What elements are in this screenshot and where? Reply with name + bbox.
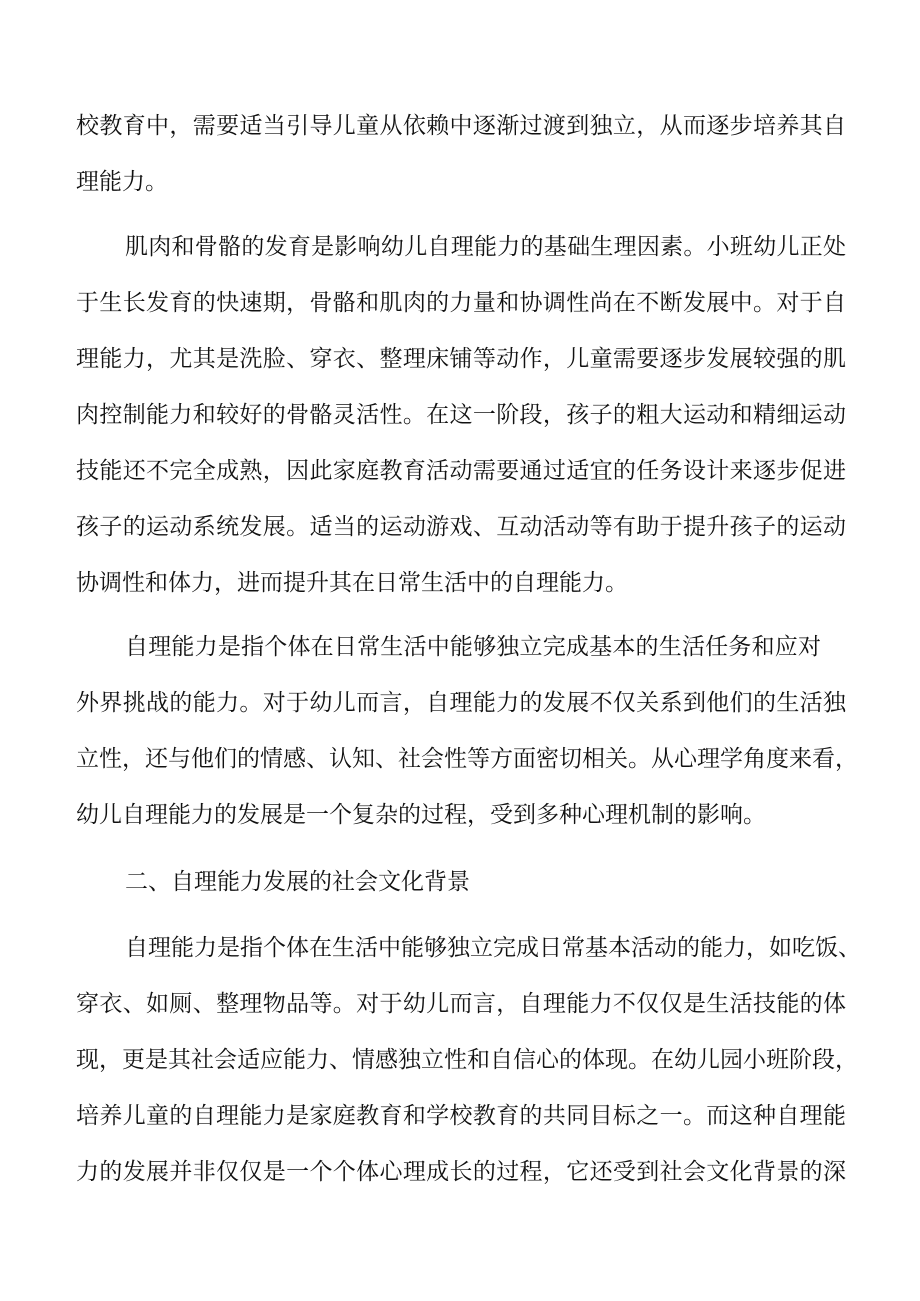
text-line: 立性，还与他们的情感、认知、社会性等方面密切相关。从心理学角度来看， — [76, 746, 858, 772]
text-line: 穿衣、如厕、整理物品等。对于幼儿而言，自理能力不仅仅是生活技能的体 — [76, 991, 846, 1017]
text-line: 理能力。 — [76, 169, 168, 195]
text-line: 技能还不完全成熟，因此家庭教育活动需要通过适宜的任务设计来逐步促进 — [76, 458, 846, 484]
text-line: 孩子的运动系统发展。适当的运动游戏、互动活动等有助于提升孩子的运动 — [76, 514, 846, 540]
section-heading: 二、自理能力发展的社会文化背景 — [125, 869, 470, 895]
text-line: 于生长发育的快速期，骨骼和肌肉的力量和协调性尚在不断发展中。对于自 — [76, 290, 846, 316]
text-line: 肉控制能力和较好的骨骼灵活性。在这一阶段，孩子的粗大运动和精细运动 — [76, 402, 846, 428]
text-line: 培养儿童的自理能力是家庭教育和学校教育的共同目标之一。而这种自理能 — [76, 1103, 846, 1129]
text-line: 校教育中，需要适当引导儿童从依赖中逐渐过渡到独立，从而逐步培养其自 — [76, 113, 846, 139]
text-line: 自理能力是指个体在日常生活中能够独立完成基本的生活任务和应对 — [125, 634, 821, 660]
text-line: 现，更是其社会适应能力、情感独立性和自信心的体现。在幼儿园小班阶段， — [76, 1047, 858, 1073]
text-line: 肌肉和骨骼的发育是影响幼儿自理能力的基础生理因素。小班幼儿正处 — [125, 234, 846, 260]
text-line: 自理能力是指个体在生活中能够独立完成日常基本活动的能力，如吃饭、 — [125, 935, 861, 961]
text-line: 力的发展并非仅仅是一个个体心理成长的过程，它还受到社会文化背景的深 — [76, 1159, 846, 1185]
text-line: 协调性和体力，进而提升其在日常生活中的自理能力。 — [76, 570, 628, 596]
text-line: 幼儿自理能力的发展是一个复杂的过程，受到多种心理机制的影响。 — [76, 802, 766, 828]
text-line: 理能力，尤其是洗脸、穿衣、整理床铺等动作，儿童需要逐步发展较强的肌 — [76, 346, 846, 372]
text-line: 外界挑战的能力。对于幼儿而言，自理能力的发展不仅关系到他们的生活独 — [76, 690, 846, 716]
